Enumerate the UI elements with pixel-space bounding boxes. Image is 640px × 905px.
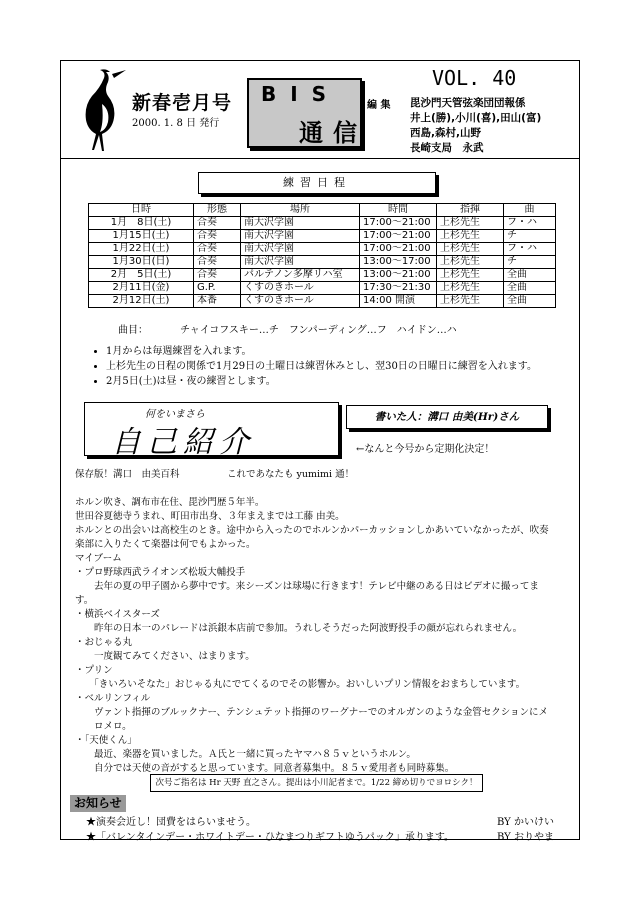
cell-time: 17:00～21:00 (360, 217, 437, 230)
bis-logo (247, 78, 367, 148)
intro-title: 自己紹介 (111, 425, 255, 460)
intro-line: ・おじゃる丸 (75, 637, 133, 648)
note-item: • 1月からは毎週練習を入れます。 (106, 344, 586, 359)
editor-line: 井上(勝),小川(喜),田山(富) (410, 112, 542, 124)
cell-piece: フ・ハ (504, 243, 556, 256)
editor-label: 編 集 (367, 100, 391, 111)
intro-line: 一度観てみてください、はまります。 (75, 651, 255, 662)
cell-date: 1月 8日(土) (89, 217, 194, 230)
note-item: • 上杉先生の日程の関係で1月29日の土曜日は練習休みとし、翌30日の日曜日に練習を入れます。 (106, 359, 586, 374)
cell-time: 17:30～21:30 (360, 282, 437, 295)
intro-line: ・プリン (75, 665, 113, 676)
cell-time: 13:00～21:00 (360, 269, 437, 282)
column-header: 場所 (241, 204, 360, 217)
cell-date: 2月11日(金) (89, 282, 194, 295)
notice-by: BY おりやま (497, 832, 554, 843)
cell-piece: フ・ハ (504, 217, 556, 230)
cell-type: 合奏 (194, 217, 241, 230)
column-header: 日時 (89, 204, 194, 217)
table-row (89, 295, 556, 308)
intro-line: ・プロ野球西武ライオンズ松坂大輔投手 (75, 567, 246, 578)
intro-line: ヴァント指揮のブルックナー、テンシュテット指揮のワーグナーでのオルガンのような金管セクションにメ (75, 707, 549, 718)
logo-line2: 通信 (299, 119, 367, 147)
notice-title: お知らせ (70, 795, 126, 812)
cell-place: パルテノン多摩リハ室 (241, 269, 360, 282)
table-row (89, 269, 556, 282)
table-header-row (89, 204, 556, 217)
cell-date: 1月15日(土) (89, 230, 194, 243)
table-row (89, 282, 556, 295)
cell-date: 1月30日(日) (89, 256, 194, 269)
intro-banner (84, 402, 339, 460)
intro-line: 世田谷夏徳寺うまれ、町田市出身、３年まえまでは工藤 由美。 (75, 511, 345, 522)
intro-line: 去年の夏の甲子園から夢中です。来シーズンは球場に行きます！テレビ中継のある日はビデオに撮ってま (75, 581, 539, 592)
cell-conductor: 上杉先生 (437, 295, 504, 308)
intro-subtitle: 何をいまさら (145, 409, 205, 420)
logo-line1: BIS (261, 82, 341, 106)
cell-piece: 全曲 (504, 295, 556, 308)
intro-line: ・横浜ベイスターズ (75, 609, 160, 620)
table-row (89, 243, 556, 256)
notice-item: ★演奏会近し！団費をはらいませう。 (86, 817, 256, 828)
cell-time: 17:00～21:00 (360, 230, 437, 243)
schedule-notes (88, 344, 586, 389)
intro-line: ロメロ。 (75, 721, 132, 732)
cell-conductor: 上杉先生 (437, 282, 504, 295)
table-row (89, 217, 556, 230)
cell-conductor: 上杉先生 (437, 256, 504, 269)
cell-type: 合奏 (194, 256, 241, 269)
issue-title: 新春壱月号 (132, 92, 233, 114)
intro-line: 自分では天使の音がすると思っています。同意者募集中。８５ｖ愛用者も同時募集。 (75, 763, 455, 774)
header-divider (60, 158, 580, 159)
intro-line: ホルン吹き、調布市在住、毘沙門歴５年半。 (75, 497, 265, 508)
column-header: 時間 (360, 204, 437, 217)
intro-line: 最近、楽器を買いました。Ａ氏と一緒に買ったヤマハ８５ｖというホルン。 (75, 749, 416, 760)
column-header: 曲 (504, 204, 556, 217)
intro-line: ホルンとの出会いは高校生のとき。途中から入ったのでホルンかパーカッションしかあいていなかったが、吹奏 (75, 525, 549, 536)
editor-line: 長崎支局 永武 (410, 142, 484, 154)
schedule-table (88, 203, 556, 308)
column-header: 形態 (194, 204, 241, 217)
cell-type: 本番 (194, 295, 241, 308)
cell-piece: チ (504, 256, 556, 269)
cell-time: 14:00 開演 (360, 295, 437, 308)
intro-line: ・ベルリンフィル (75, 693, 151, 704)
issue-date: 2000. 1. 8 日 発行 (132, 118, 220, 129)
cell-place: 南大沢学園 (241, 217, 360, 230)
cell-conductor: 上杉先生 (437, 269, 504, 282)
cell-piece: 全曲 (504, 282, 556, 295)
cell-conductor: 上杉先生 (437, 217, 504, 230)
table-row (89, 230, 556, 243)
cell-type: 合奏 (194, 269, 241, 282)
cell-date: 2月12日(土) (89, 295, 194, 308)
cell-time: 17:00～21:00 (360, 243, 437, 256)
cell-type: G.P. (194, 282, 241, 295)
pieces-label: 曲目： (118, 325, 148, 336)
cell-place: 南大沢学園 (241, 256, 360, 269)
notice-item: ★「バレンタインデー・ホワイトデー・ひなまつりギフトゆうパック」承ります。 (86, 832, 455, 843)
schedule-title: 練習日程 (198, 172, 436, 194)
cell-type: 合奏 (194, 243, 241, 256)
notice-by: BY かいけい (497, 817, 554, 828)
intro-line: マイブーム (75, 553, 122, 564)
cell-place: 南大沢学園 (241, 243, 360, 256)
cell-date: 2月 5日(土) (89, 269, 194, 282)
cell-piece: チ (504, 230, 556, 243)
crane-icon (72, 64, 128, 154)
arrow-note: ←なんと今号から定期化決定！ (356, 444, 495, 455)
intro-line: 楽部に入りたくて楽器は何でもよかった。 (75, 539, 256, 550)
pieces-list: チャイコフスキー…チ フンパーディング…フ ハイドン…ハ (180, 325, 457, 336)
column-header: 指揮 (437, 204, 504, 217)
writer-box: 書いた人：溝口 由美(Hr)さん (346, 405, 548, 429)
editor-line: 西島,森村,山野 (410, 127, 481, 139)
table-row (89, 256, 556, 269)
intro-line: 昨年の日本一のパレードは浜銀本店前で参加。うれしそうだった阿波野投手の顔が忘れられません。 (75, 623, 523, 634)
cell-place: くすのきホール (241, 295, 360, 308)
intro-line: す。 (75, 595, 94, 606)
editor-line: 毘沙門天管弦楽団団報係 (410, 97, 526, 109)
cell-type: 合奏 (194, 230, 241, 243)
intro-line: 保存版！溝口 由美百科 これであなたも yumimi 通！ (75, 469, 355, 480)
next-writer-box: 次号ご指名は Hr 天野 直之さん。提出は小川記者まで。1/22 締め切りでヨロシク！ (150, 774, 483, 792)
cell-conductor: 上杉先生 (437, 243, 504, 256)
intro-line: ・「天使くん」 (75, 735, 137, 746)
intro-line: 「きいろいそなた」おじゃる丸にでてくるのでその影響か。おいしいプリン情報をおまちしています。 (75, 679, 526, 690)
cell-place: くすのきホール (241, 282, 360, 295)
cell-time: 13:00～17:00 (360, 256, 437, 269)
cell-place: 南大沢学園 (241, 230, 360, 243)
note-item: • 2月5日(土)は昼・夜の練習とします。 (106, 374, 586, 389)
cell-piece: 全曲 (504, 269, 556, 282)
cell-date: 1月22日(土) (89, 243, 194, 256)
volume-number: VOL. 40 (432, 66, 517, 90)
cell-conductor: 上杉先生 (437, 230, 504, 243)
